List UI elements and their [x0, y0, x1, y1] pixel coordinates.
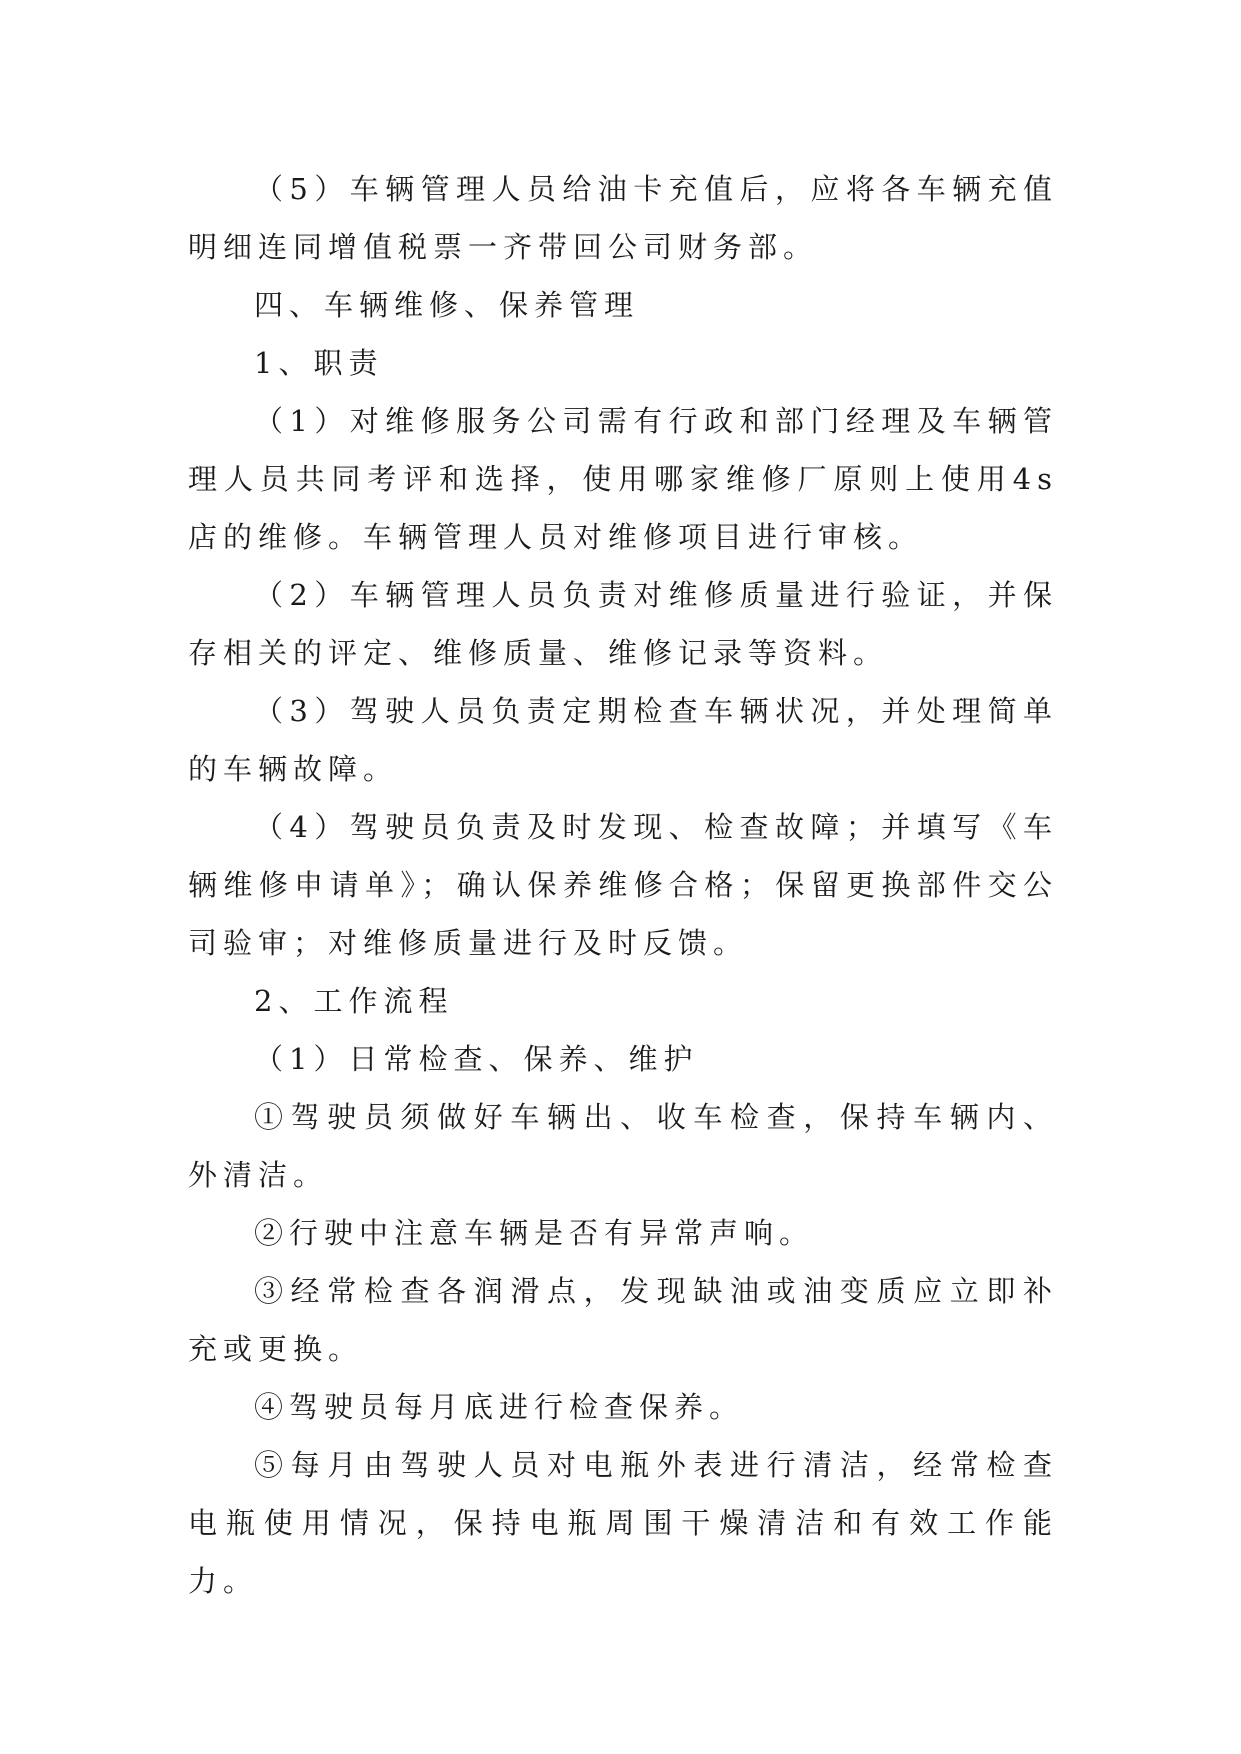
document-page [188, 160, 1058, 1610]
section-heading-maintenance: 四、车辆维修、保养管理 [254, 288, 640, 322]
paragraph-duty-4: （4）驾驶员负责及时发现、检查故障；并填写《车辆维修申请单》；确认保养维修合格；保留更换部件交公司验审；对维修质量进行及时反馈。 [188, 810, 1058, 960]
paragraph-duty-1: （1）对维修服务公司需有行政和部门经理及车辆管理人员共同考评和选择，使用哪家维修厂原则上使用4s店的维修。车辆管理人员对维修项目进行审核。 [188, 404, 1058, 554]
list-item-4: ④驾驶员每月底进行检查保养。 [254, 1390, 745, 1424]
subheading-duties: 1、职责 [254, 346, 384, 380]
paragraph-duty-2: （2）车辆管理人员负责对维修质量进行验证，并保存相关的评定、维修质量、维修记录等资料。 [188, 578, 1058, 670]
list-item-5: ⑤每月由驾驶人员对电瓶外表进行清洁，经常检查电瓶使用情况，保持电瓶周围干燥清洁和有效工作能力。 [188, 1448, 1058, 1598]
subheading-workflow: 2、工作流程 [254, 984, 454, 1018]
paragraph-duty-3: （3）驾驶人员负责定期检查车辆状况，并处理简单的车辆故障。 [188, 694, 1058, 786]
list-item-2: ②行驶中注意车辆是否有异常声响。 [254, 1216, 815, 1250]
list-item-3: ③经常检查各润滑点，发现缺油或油变质应立即补充或更换。 [188, 1274, 1058, 1366]
subheading-daily-check: （1）日常检查、保养、维护 [254, 1042, 699, 1076]
paragraph-recharge-detail: （5）车辆管理人员给油卡充值后，应将各车辆充值明细连同增值税票一齐带回公司财务部。 [188, 172, 1058, 264]
list-item-1: ①驾驶员须做好车辆出、收车检查，保持车辆内、外清洁。 [188, 1100, 1058, 1192]
